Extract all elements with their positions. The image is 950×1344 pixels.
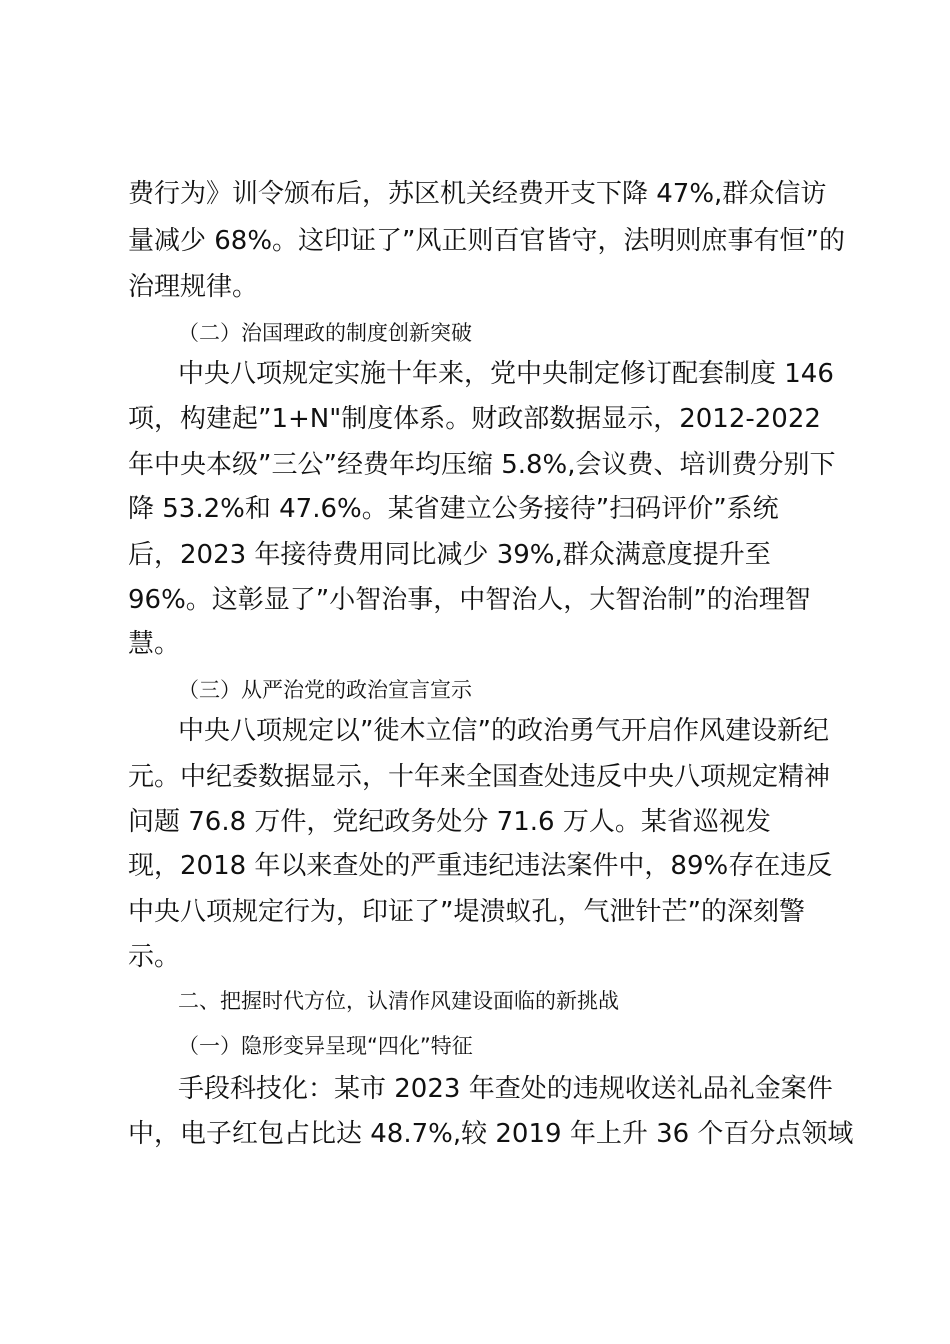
body-text-line: 量减少 68%。这印证了”风正则百官皆守，法明则庶事有恒”的 — [128, 226, 845, 256]
body-text-line: 降 53.2%和 47.6%。某省建立公务接待”扫码评价”系统 — [128, 494, 779, 524]
body-text-line: 后，2023 年接待费用同比减少 39%,群众满意度提升至 — [128, 540, 771, 570]
body-text-line: 中央八项规定行为，印证了”堤溃蚁孔，气泄针芒”的深刻警 — [128, 897, 805, 927]
body-text-line: 手段科技化：某市 2023 年查处的违规收送礼品礼金案件 — [178, 1074, 833, 1104]
body-text-line: 中央八项规定实施十年来，党中央制定修订配套制度 146 — [178, 359, 834, 389]
body-text-line: 96%。这彰显了”小智治事，中智治人，大智治制”的治理智 — [128, 585, 811, 615]
body-text-line: 中，电子红包占比达 48.7%,较 2019 年上升 36 个百分点领域 — [128, 1119, 854, 1149]
section-heading: （二）治国理政的制度创新突破 — [178, 321, 472, 345]
body-text-line: 问题 76.8 万件，党纪政务处分 71.6 万人。某省巡视发 — [128, 807, 771, 837]
body-text-line: 慧。 — [128, 629, 181, 659]
body-text-line: 费行为》训令颁布后，苏区机关经费开支下降 47%,群众信访 — [128, 179, 827, 209]
body-text-line: 中央八项规定以”徙木立信”的政治勇气开启作风建设新纪 — [178, 716, 829, 746]
chapter-heading: 二、把握时代方位，认清作风建设面临的新挑战 — [178, 989, 619, 1013]
body-text-line: 项，构建起”1+N"制度体系。财政部数据显示，2012-2022 — [128, 404, 821, 434]
section-heading: （一）隐形变异呈现“四化”特征 — [178, 1034, 473, 1058]
section-heading: （三）从严治党的政治宣言宣示 — [178, 678, 472, 702]
body-text-line: 现，2018 年以来查处的严重违纪违法案件中，89%存在违反 — [128, 851, 833, 881]
body-text-line: 年中央本级”三公”经费年均压缩 5.8%,会议费、培训费分别下 — [128, 450, 836, 480]
body-text-line: 元。中纪委数据显示，十年来全国查处违反中央八项规定精神 — [128, 762, 831, 792]
body-text-line: 治理规律。 — [128, 272, 259, 302]
body-text-line: 示。 — [128, 942, 181, 972]
